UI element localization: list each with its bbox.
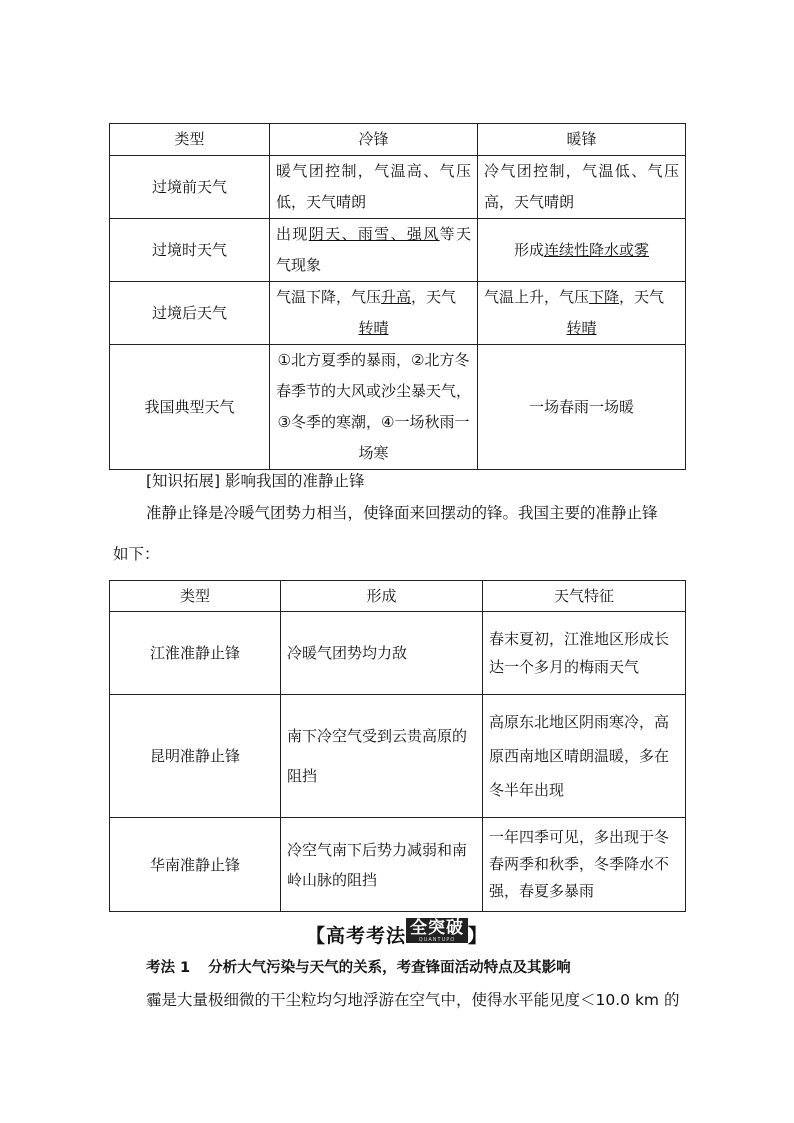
row-label: 过境后天气 bbox=[110, 282, 270, 345]
bracket-close: 】 bbox=[468, 925, 489, 947]
table-row bbox=[110, 156, 686, 219]
warm-cell bbox=[478, 219, 686, 282]
bracket-open: 【 bbox=[305, 925, 326, 947]
front-formation: 南下冷空气受到云贵高原的阻挡 bbox=[281, 695, 483, 818]
header-weather-feature: 天气特征 bbox=[483, 581, 686, 612]
underlined-text: 转晴 bbox=[566, 319, 597, 337]
cold-cell bbox=[270, 219, 478, 282]
warm-cell bbox=[478, 282, 686, 345]
warm-cell: 一场春雨一场暖 bbox=[478, 345, 686, 470]
cold-cell: ①北方夏季的暴雨，②北方冬春季节的大风或沙尘暴天气，③冬季的寒潮，④一场秋雨一场寒 bbox=[270, 345, 478, 470]
extension-title: [知识拓展] 影响我国的准静止锋 bbox=[146, 472, 365, 490]
header-type: 类型 bbox=[110, 581, 281, 612]
front-feature: 一年四季可见，多出现于冬春两季和秋季，冬季降水不强，春夏多暴雨 bbox=[483, 818, 686, 912]
underlined-text: 连续性降水或雾 bbox=[544, 240, 650, 259]
table-row bbox=[110, 695, 686, 818]
header-type: 类型 bbox=[110, 124, 270, 156]
table-header-row bbox=[110, 124, 686, 156]
underlined-text: 下降 bbox=[589, 288, 620, 306]
row-label: 过境时天气 bbox=[110, 219, 270, 282]
front-comparison-table bbox=[109, 123, 686, 470]
section-banner bbox=[0, 918, 794, 948]
table-row bbox=[110, 219, 686, 282]
header-warm-front: 暖锋 bbox=[478, 124, 686, 156]
warm-cell: 冷气团控制，气温低、气压高，天气晴朗 bbox=[478, 156, 686, 219]
extension-paragraph-line2: 如下： bbox=[113, 545, 160, 563]
underlined-text: 转晴 bbox=[358, 319, 389, 337]
banner-badge bbox=[406, 918, 468, 943]
text: 气温上升，气压 bbox=[484, 288, 590, 306]
text: 气温下降，气压 bbox=[276, 288, 382, 306]
front-formation: 冷暖气团势均力敌 bbox=[281, 612, 483, 695]
front-type: 江淮准静止锋 bbox=[110, 612, 281, 695]
cold-cell bbox=[270, 282, 478, 345]
text: 出现 bbox=[276, 225, 309, 243]
text: ，天气 bbox=[619, 288, 665, 306]
front-feature: 春末夏初，江淮地区形成长达一个多月的梅雨天气 bbox=[483, 612, 686, 695]
front-feature: 高原东北地区阴雨寒冷，高原西南地区晴朗温暖，多在冬半年出现 bbox=[483, 695, 686, 818]
table-row bbox=[110, 345, 686, 470]
centered-line bbox=[276, 313, 471, 344]
method-heading bbox=[146, 957, 571, 979]
centered-line bbox=[484, 313, 679, 344]
table-row bbox=[110, 282, 686, 345]
stationary-front-table bbox=[109, 580, 686, 912]
banner-title: 高考考法 bbox=[325, 925, 406, 947]
table-row bbox=[110, 818, 686, 912]
table-header-row bbox=[110, 581, 686, 612]
header-formation: 形成 bbox=[281, 581, 483, 612]
row-label: 我国典型天气 bbox=[110, 345, 270, 470]
method-label: 考法 1 bbox=[146, 960, 191, 976]
extension-paragraph-line1: 准静止锋是冷暖气团势力相当，使锋面来回摆动的锋。我国主要的准静止锋 bbox=[146, 504, 658, 522]
table-row bbox=[110, 612, 686, 695]
underlined-text: 升高 bbox=[381, 288, 412, 306]
text: 等天气现象 bbox=[276, 225, 471, 274]
method-text: 分析大气污染与天气的关系，考查锋面活动特点及其影响 bbox=[208, 960, 571, 976]
underlined-text: 阴天、雨雪、强风 bbox=[308, 225, 440, 243]
body-paragraph-line: 霾是大量极细微的干尘粒均匀地浮游在空气中，使得水平能见度＜10.0 km 的 bbox=[146, 991, 680, 1009]
text: ，天气 bbox=[411, 288, 457, 306]
badge-subtext: QUANTUPO bbox=[418, 937, 456, 943]
text: 形成 bbox=[513, 240, 544, 259]
front-type: 昆明准静止锋 bbox=[110, 695, 281, 818]
header-cold-front: 冷锋 bbox=[270, 124, 478, 156]
row-label: 过境前天气 bbox=[110, 156, 270, 219]
cold-cell: 暖气团控制，气温高、气压低，天气晴朗 bbox=[270, 156, 478, 219]
front-formation: 冷空气南下后势力减弱和南岭山脉的阻挡 bbox=[281, 818, 483, 912]
badge-text: 全突破 bbox=[410, 918, 464, 938]
front-type: 华南准静止锋 bbox=[110, 818, 281, 912]
